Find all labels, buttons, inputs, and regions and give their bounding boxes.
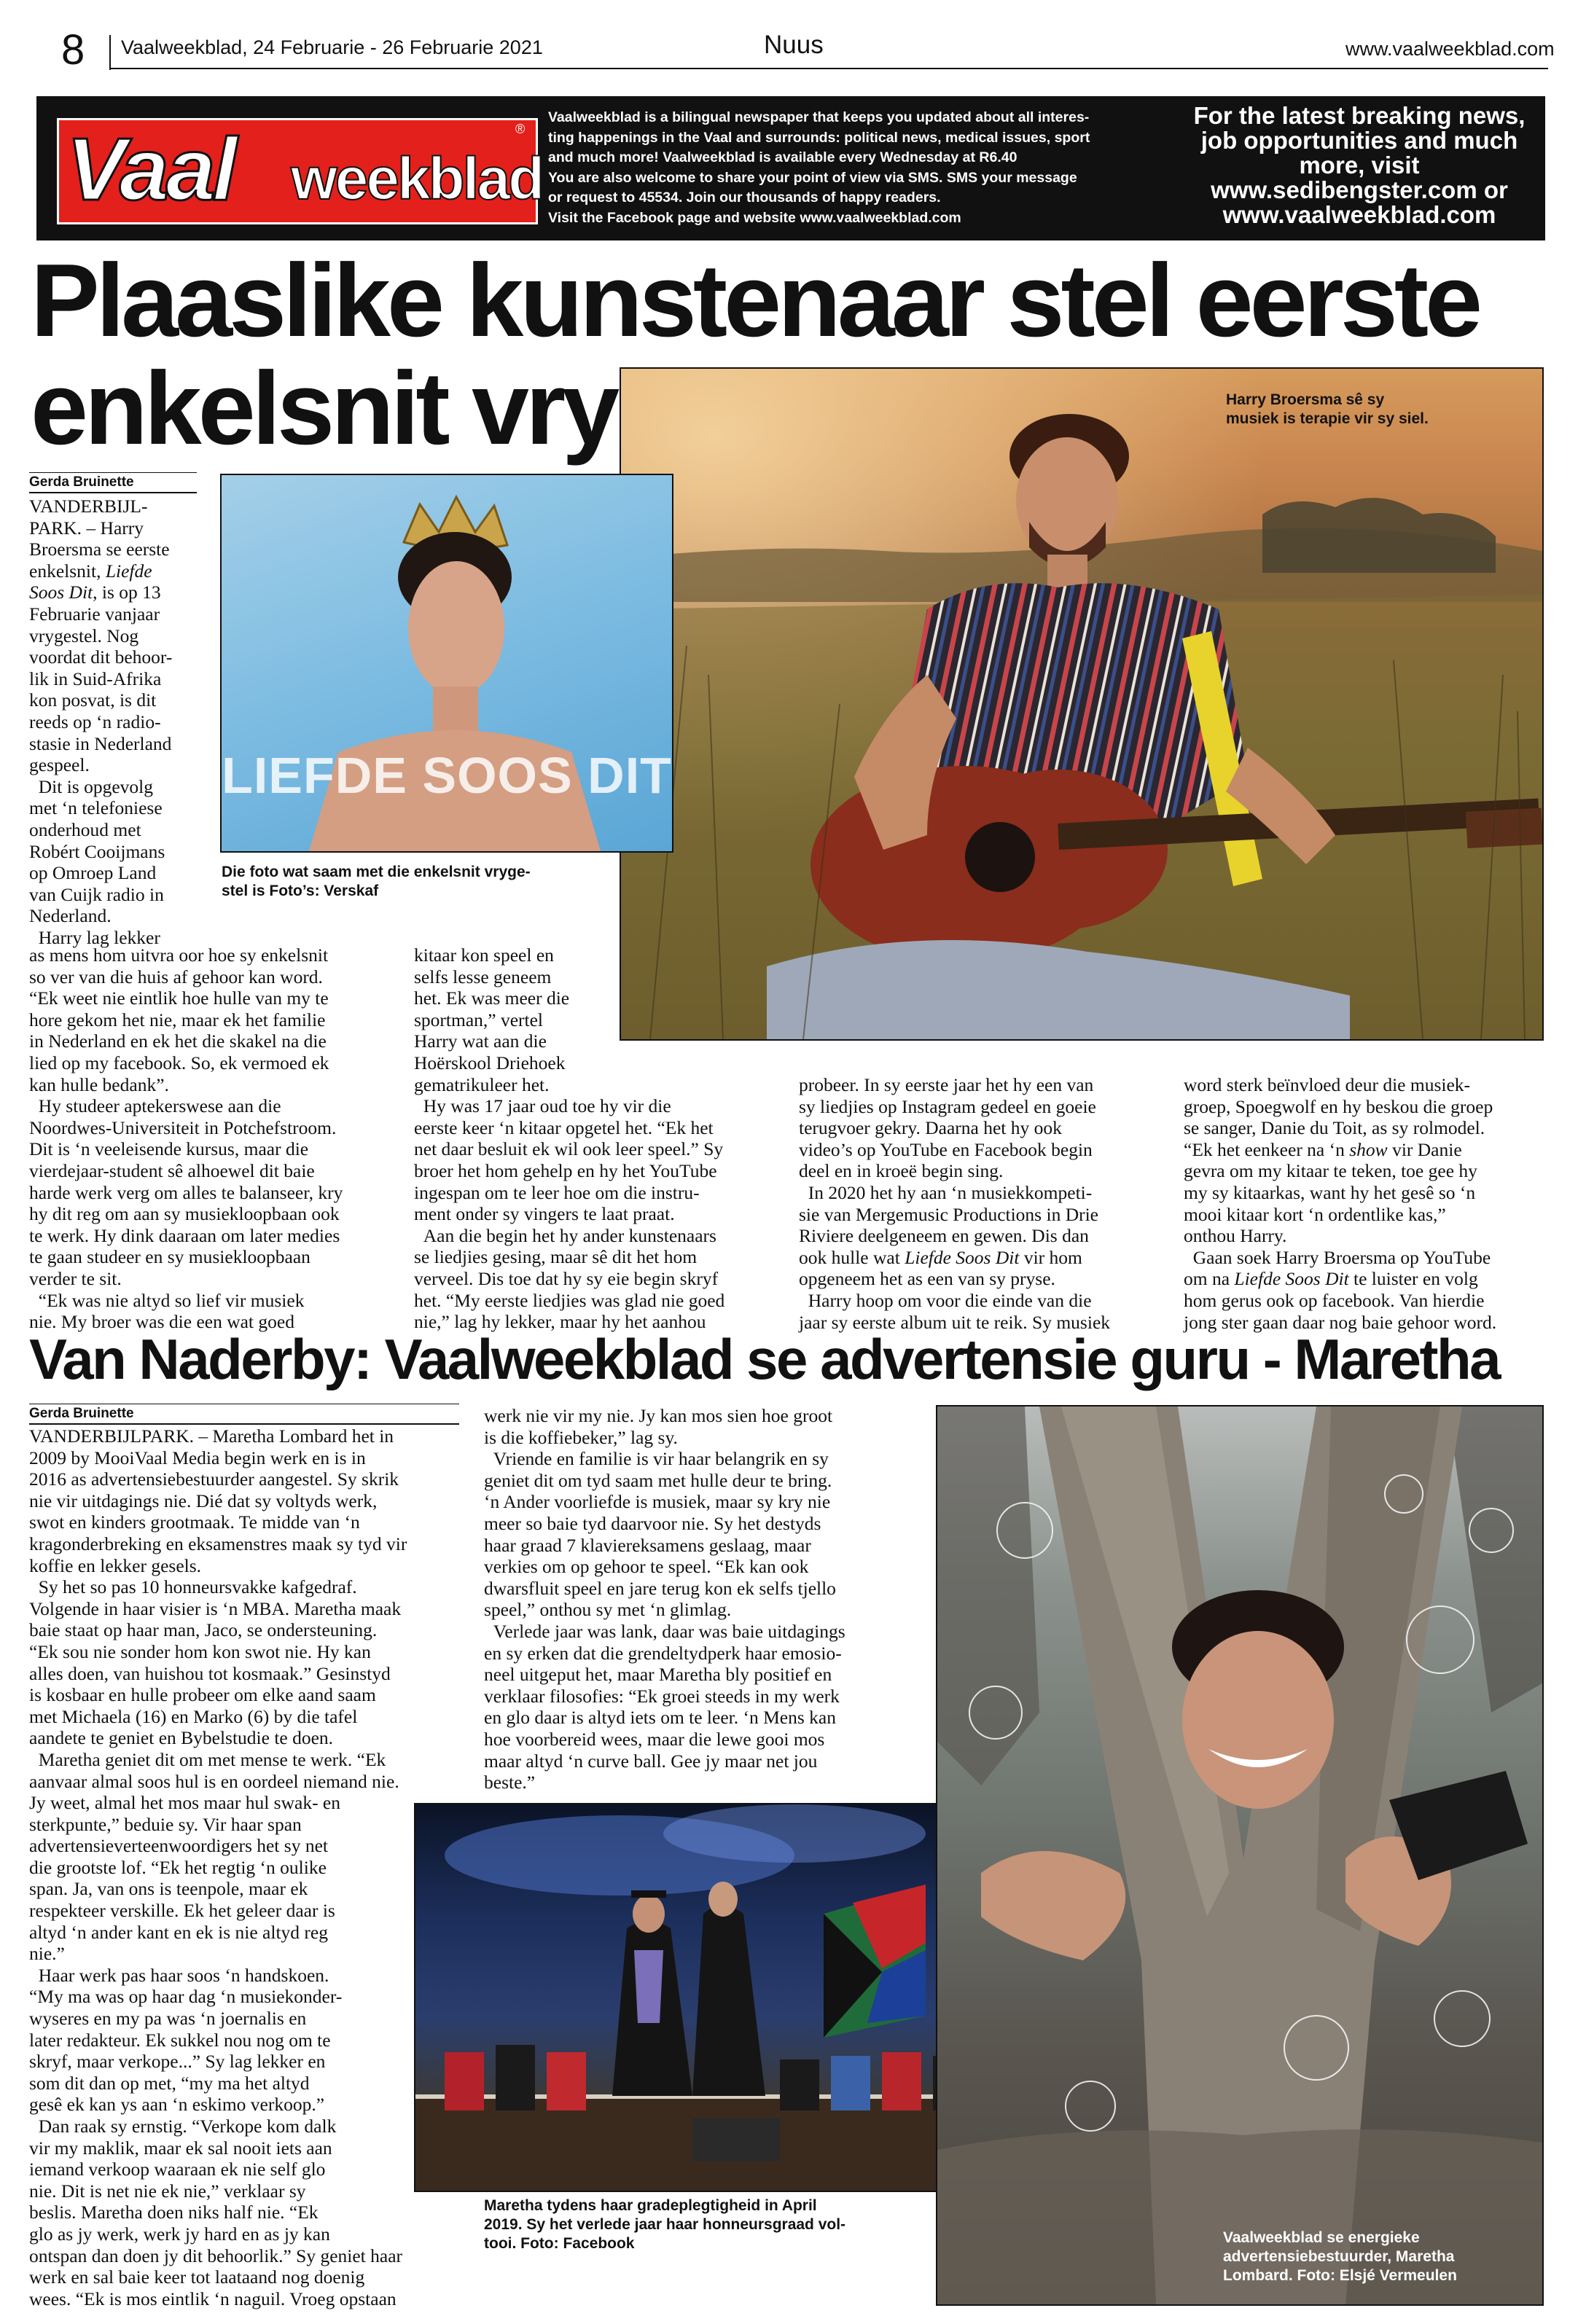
text-line: nie. Dit is net nie ek nie,” verklaar sy — [29, 2180, 306, 2202]
text-line: swot en kinders grootmaak. Te midde van ‘n — [29, 1511, 360, 1533]
text-line: skryf, maar verkope...” Sy lag lekker en — [29, 2051, 326, 2073]
text-line: altyd ‘n ander kant en ek is nie altyd reg — [29, 1921, 328, 1943]
banner — [36, 96, 1545, 240]
text-line: so ver van die huis af gehoor kan word. — [29, 966, 323, 987]
text-line: op Omroep Land — [29, 862, 157, 884]
text-line: terugvoer gekry. Daarna het hy ook — [799, 1117, 1062, 1139]
text-line: Harry hoop om voor die einde van die — [799, 1289, 1092, 1311]
text-line: te gaan studeer en sy musiekloopbaan — [29, 1246, 310, 1268]
text-line: baie staat op haar man, Jaco, se ondersteuning. — [29, 1619, 378, 1641]
page-number: 8 — [61, 26, 85, 74]
text-line: “Ek was nie altyd so lief vir musiek — [29, 1289, 305, 1311]
text-line: speel,” onthou sy met ‘n glimlag. — [484, 1599, 732, 1621]
text-line: “Ek het eenkeer na ‘n show vir Danie — [1184, 1138, 1462, 1160]
text-line: selfs lesse geneem — [414, 966, 552, 987]
text-line: kragonderbreking en eksamenstres maak sy tyd vir — [29, 1533, 407, 1554]
text-line: jong ster gaan daar nog baie gehoor word. — [1184, 1311, 1497, 1333]
text-line: neel uitgeput het, maar Maretha bly positief en — [484, 1664, 832, 1686]
text-line: koffie en lekker gesels. — [29, 1554, 202, 1576]
edition-date: Vaalweekblad, 24 Februarie - 26 Februarie 2021 — [121, 36, 543, 58]
article1-col1-narrow — [29, 496, 191, 948]
text-line: Noordwes-Universiteit in Potchefstroom. — [29, 1116, 337, 1138]
graduation-photo — [414, 1803, 988, 2192]
text-line: Jy weet, almal het mos maar hul swak- en — [29, 1792, 341, 1814]
article2-headline: Van Naderby: Vaalweekblad se advertensie guru - Maretha — [29, 1327, 1500, 1391]
text-line: alles doen, van huishou tot kosmaak.” Gesinstyd — [29, 1662, 391, 1684]
article2-col1 — [29, 1425, 459, 2309]
cover-caption: Die foto wat saam met die enkelsnit vryge- stel is Foto’s: Verskaf — [222, 864, 531, 899]
text-line: Nederland. — [29, 905, 112, 927]
text-line: vir my maklik, maar ek sal nooit iets aan — [29, 2137, 332, 2159]
text-line: verveel. Dis toe dat hy sy eie begin skryf — [414, 1267, 719, 1289]
text-line: nie.” — [29, 1943, 65, 1965]
harry-photo-caption: Harry Broersma sê sy musiek is terapie vir sy siel. — [1226, 391, 1429, 427]
text-line: groep, Spoegwolf en hy beskou die groep — [1184, 1095, 1493, 1117]
text-line: gevra om my kitaar te teken, toe gee hy — [1184, 1160, 1477, 1182]
text-line: 2016 as advertensiebestuurder aangestel. Sy skrik — [29, 1468, 399, 1490]
article1-byline: Gerda Bruinette — [29, 472, 197, 493]
article1-headline-line2: enkelsnit vry — [31, 351, 617, 466]
text-line: mooi kitaar kort ‘n ordentlike kas,” — [1184, 1203, 1446, 1225]
text-line: hom gerus ook op facebook. Van hierdie — [1184, 1289, 1485, 1311]
text-line: onderhoud met — [29, 818, 141, 840]
text-line: eerste keer ‘n kitaar opgetel het. “Ek het — [414, 1116, 714, 1138]
text-line: ment onder sy vingers te laat praat. — [414, 1203, 675, 1225]
text-line: voordat dit behoor- — [29, 646, 173, 668]
text-line: “Ek sou nie sonder hom kon swot nie. Hy kan — [29, 1640, 371, 1662]
text-line: span. Ja, van ons is teenpole, maar ek — [29, 1878, 308, 1900]
text-line: het. Ek was meer die — [414, 987, 570, 1009]
text-line: stasie in Nederland — [29, 732, 172, 754]
text-line: Gaan soek Harry Broersma op YouTube — [1184, 1246, 1491, 1268]
text-line: harde werk verg om alles te balanseer, kry — [29, 1181, 343, 1203]
text-line: ingespan om te leer hoe om die instru- — [414, 1181, 700, 1203]
text-line: aanvaar almal soos hul is en oordeel niemand nie. — [29, 1770, 399, 1792]
text-line: iemand verkoop waaraan ek nie self glo — [29, 2159, 326, 2180]
text-line: nie,” lag hy lekker, maar hy het aanhou — [414, 1311, 706, 1333]
text-line: se sanger, Danie du Toit, as sy rolmodel. — [1184, 1117, 1485, 1139]
harry-guitar-photo — [620, 367, 1544, 1041]
text-line: beslis. Maretha doen niks half nie. “Ek — [29, 2202, 319, 2223]
text-line: verklaar filosofies: “Ek groei steeds in my werk — [484, 1685, 840, 1707]
logo-vaal: Vaal — [66, 120, 235, 219]
text-line: Dit is ‘n veeleisende kursus, maar die — [29, 1138, 309, 1160]
text-line: Harry wat aan die — [414, 1030, 547, 1052]
text-line: Aan die begin het hy ander kunstenaars — [414, 1224, 716, 1246]
text-line: probeer. In sy eerste jaar het hy een van — [799, 1074, 1094, 1095]
text-line: PARK. – Harry — [29, 517, 144, 539]
text-line: jaar sy eerste album uit te reik. Sy musiek — [799, 1311, 1111, 1333]
text-line: gesê ek kan ys aan ‘n eskimo verkoop.” — [29, 2094, 325, 2116]
text-line: reeds op ‘n radio- — [29, 711, 161, 732]
text-line: Hy studeer aptekerswese aan die — [29, 1095, 281, 1117]
text-line: wyseres en my pa was ‘n joernalis en — [29, 2008, 307, 2030]
text-line: is kosbaar en hulle probeer om elke aand saam — [29, 1684, 376, 1706]
text-line: onthou Harry. — [1184, 1225, 1287, 1247]
text-line: Volgende in haar visier is ‘n MBA. Maretha maak — [29, 1597, 402, 1619]
text-line: 2009 by MooiVaal Media begin werk en is in — [29, 1447, 366, 1468]
text-line: Hoërskool Driehoek — [414, 1052, 566, 1073]
text-line: sy liedjies op Instagram gedeel en goeie — [799, 1095, 1096, 1117]
logo-weekblad: weekblad — [291, 146, 543, 212]
text-line: gematrikuleer het. — [414, 1073, 550, 1095]
text-line: Broersma se eerste — [29, 539, 170, 560]
text-line: Hy was 17 jaar oud toe hy vir die — [414, 1095, 671, 1117]
text-line: se liedjies gesing, maar sê dit het hom — [414, 1246, 698, 1268]
text-line: geniet dit om tyd saam met hulle deur te bring. — [484, 1469, 832, 1491]
text-line: advertensieverteenwoordigers het sy net — [29, 1835, 328, 1857]
text-line: glo as jy werk, werk jy hard en as jy kan — [29, 2223, 330, 2245]
cover-title: LIEFDE SOOS DIT — [222, 747, 672, 804]
text-line: enkelsnit, Liefde — [29, 560, 152, 582]
text-line: word sterk beïnvloed deur die musiek- — [1184, 1074, 1471, 1095]
text-line: maar altyd ‘n curve ball. Gee jy maar net jou — [484, 1750, 818, 1772]
text-line: lied op my facebook. So, ek vermoed ek — [29, 1052, 329, 1073]
text-line: Dit is opgevolg — [29, 775, 153, 797]
text-line: Februarie vanjaar — [29, 603, 160, 625]
text-line: hoe voorbereid wees, maar die lewe gooi mos — [484, 1728, 825, 1750]
text-line: VANDERBIJL- — [29, 496, 148, 517]
text-line: Vriende en familie is vir haar belangrik en sy — [484, 1448, 829, 1470]
article1-col2 — [414, 944, 777, 1333]
text-line: om na Liefde Soos Dit te luister en volg — [1184, 1268, 1478, 1290]
text-line: aandete te geniet en Bybelstudie te doen. — [29, 1727, 334, 1749]
text-line: deel en in kroeë begin sing. — [799, 1160, 1004, 1182]
text-line: Robért Cooijmans — [29, 840, 165, 862]
text-line: Haar werk pas haar soos ‘n handskoen. — [29, 1964, 329, 1986]
text-line: “My ma was op haar dag ‘n musiekonder- — [29, 1986, 343, 2008]
text-line: sie van Mergemusic Productions in Drie — [799, 1203, 1099, 1225]
text-line: het. “My eerste liedjies was glad nie goed — [414, 1289, 725, 1311]
header-rule — [111, 68, 1548, 69]
text-line: beste.” — [484, 1772, 536, 1793]
text-line: werk en sal baie keer tot laataand nog doenig — [29, 2266, 365, 2288]
text-line: ontspan dan doen jy dit behoorlik.” Sy geniet haar — [29, 2245, 403, 2266]
text-line: Riviere deelgeneem en gewen. Dis dan — [799, 1225, 1089, 1247]
text-line: hore gekom het nie, maar ek het familie — [29, 1009, 326, 1030]
text-line: en glo daar is altyd iets om te leer. ‘n Mens kan — [484, 1707, 836, 1729]
text-line: sportman,” vertel — [414, 1009, 544, 1030]
logo — [57, 118, 543, 224]
text-line: meer so baie tyd daarvoor nie. Sy het destyds — [484, 1512, 821, 1534]
text-line: kan hulle bedank”. — [29, 1073, 169, 1095]
header-divider — [109, 35, 111, 70]
text-line: vrygestel. Nog — [29, 625, 139, 646]
text-line: met Michaela (16) en Marko (6) by die tafel — [29, 1705, 358, 1727]
text-line: kon posvat, is dit — [29, 689, 157, 711]
text-line: Maretha geniet dit om met mense te werk. “Ek — [29, 1748, 386, 1770]
maretha-photo-caption: Vaalweekblad se energieke advertensiebestuurder, Maretha Lombard. Foto: Elsjé Vermeulen — [1223, 2229, 1457, 2284]
banner-promo: For the latest breaking news, job opportunities and much more, visit www.sedibengster.com or www.vaalweekblad.com — [1193, 102, 1526, 228]
section-name: Nuus — [764, 31, 824, 59]
text-line: Soos Dit, is op 13 — [29, 582, 161, 603]
maretha-tree-photo — [936, 1405, 1544, 2306]
text-line: kitaar kon speel en — [414, 944, 554, 966]
text-line: later redakteur. Ek sukkel nou nog om te — [29, 2029, 331, 2051]
text-line: die grootste lof. “Ek het regtig ‘n oulike — [29, 1856, 327, 1878]
text-line: verder te sit. — [29, 1267, 122, 1289]
banner-blurb: Vaalweekblad is a bilingual newspaper that keeps you updated about all interes- ting happenings in the Vaal and surrounds: political news, medical issues, sport and much more! Vaalweekblad is available every Wednesday at R6.40 You are also welcome to share your point of view via SMS. SMS your message or request to 45534. Join our thousands of happy readers. Visit the Facebook page and website www.vaalweekblad.com — [548, 109, 1090, 226]
article1-col3 — [799, 1074, 1162, 1333]
text-line: nie vir uitdagings nie. Dié dat sy voltyds werk, — [29, 1490, 378, 1511]
text-line: Verlede jaar was lank, daar was baie uitdagings — [484, 1620, 845, 1642]
text-line: gespeel. — [29, 754, 90, 776]
text-line: as mens hom uitvra oor hoe sy enkelsnit — [29, 944, 329, 966]
single-cover-image — [220, 474, 673, 853]
text-line: en sy erken dat die grendeltydperk haar emosio- — [484, 1642, 842, 1664]
text-line: vierdejaar-student sê alhoewel dit baie — [29, 1159, 315, 1181]
text-line: dwarsfluit speel en jare terug kon ek selfs tjello — [484, 1577, 836, 1599]
text-line: verkies om op gehoor te speel. “Ek kan ook — [484, 1556, 809, 1578]
text-line: wees. “Ek is mos eintlik ‘n naguil. Vroeg opstaan — [29, 2288, 397, 2309]
graduation-caption: Maretha tydens haar gradeplegtigheid in April 2019. Sy het verlede jaar haar honneursgraad vol- tooi. Foto: Facebook — [484, 2197, 846, 2252]
text-line: ‘n Ander voorliefde is musiek, maar sy kry nie — [484, 1491, 831, 1513]
text-line: ook hulle wat Liefde Soos Dit vir hom — [799, 1246, 1082, 1268]
article2-byline: Gerda Bruinette — [29, 1404, 459, 1425]
text-line: sterkpunte,” beduie sy. Vir haar span — [29, 1813, 302, 1835]
text-line: haar graad 7 klaviereksamens geslaag, maar — [484, 1534, 811, 1556]
text-line: net daar besluit ek wil ook leer speel.” Sy — [414, 1138, 724, 1160]
article1-col4 — [1184, 1074, 1544, 1333]
text-line: van Cuijk radio in — [29, 883, 164, 905]
article2-col2 — [484, 1405, 892, 1793]
text-line: opgeneem het as een van sy pryse. — [799, 1268, 1055, 1290]
text-line: in Nederland en ek het die skakel na die — [29, 1030, 327, 1052]
text-line: hy dit reg om aan sy musiekloopbaan ook — [29, 1203, 340, 1225]
website-url[interactable]: www.vaalweekblad.com — [1345, 38, 1555, 60]
text-line: som dit dan op met, “my ma het altyd — [29, 2072, 310, 2094]
text-line: Harry lag lekker — [29, 926, 160, 948]
text-line: nie. My broer was die een wat goed — [29, 1311, 294, 1333]
text-line: Dan raak sy ernstig. “Verkope kom dalk — [29, 2116, 337, 2137]
text-line: Sy het so pas 10 honneursvakke kafgedraf. — [29, 1576, 357, 1598]
text-line: is die koffiebeker,” lag sy. — [484, 1426, 678, 1448]
registered-mark: ® — [515, 122, 526, 136]
text-line: te werk. Hy dink daaraan om later medies — [29, 1224, 340, 1246]
text-line: VANDERBIJLPARK. – Maretha Lombard het in — [29, 1425, 394, 1447]
text-line: lik in Suid-Afrika — [29, 668, 162, 689]
text-line: respekteer verskille. Ek het geleer daar is — [29, 1900, 335, 1922]
text-line: “Ek weet nie eintlik hoe hulle van my te — [29, 987, 329, 1009]
text-line: met ‘n telefoniese — [29, 797, 163, 819]
text-line: broer het hom gehelp en hy het YouTube — [414, 1159, 717, 1181]
text-line: In 2020 het hy aan ‘n musiekkompeti- — [799, 1181, 1093, 1203]
text-line: my sy kitaarkas, want hy het gesê so ‘n — [1184, 1181, 1476, 1203]
text-line: werk nie vir my nie. Jy kan mos sien hoe groot — [484, 1405, 833, 1426]
article1-col1-wide — [29, 944, 392, 1333]
text-line: video’s op YouTube en Facebook begin — [799, 1138, 1093, 1160]
article1-headline-line1: Plaaslike kunstenaar stel eerste — [31, 243, 1480, 359]
